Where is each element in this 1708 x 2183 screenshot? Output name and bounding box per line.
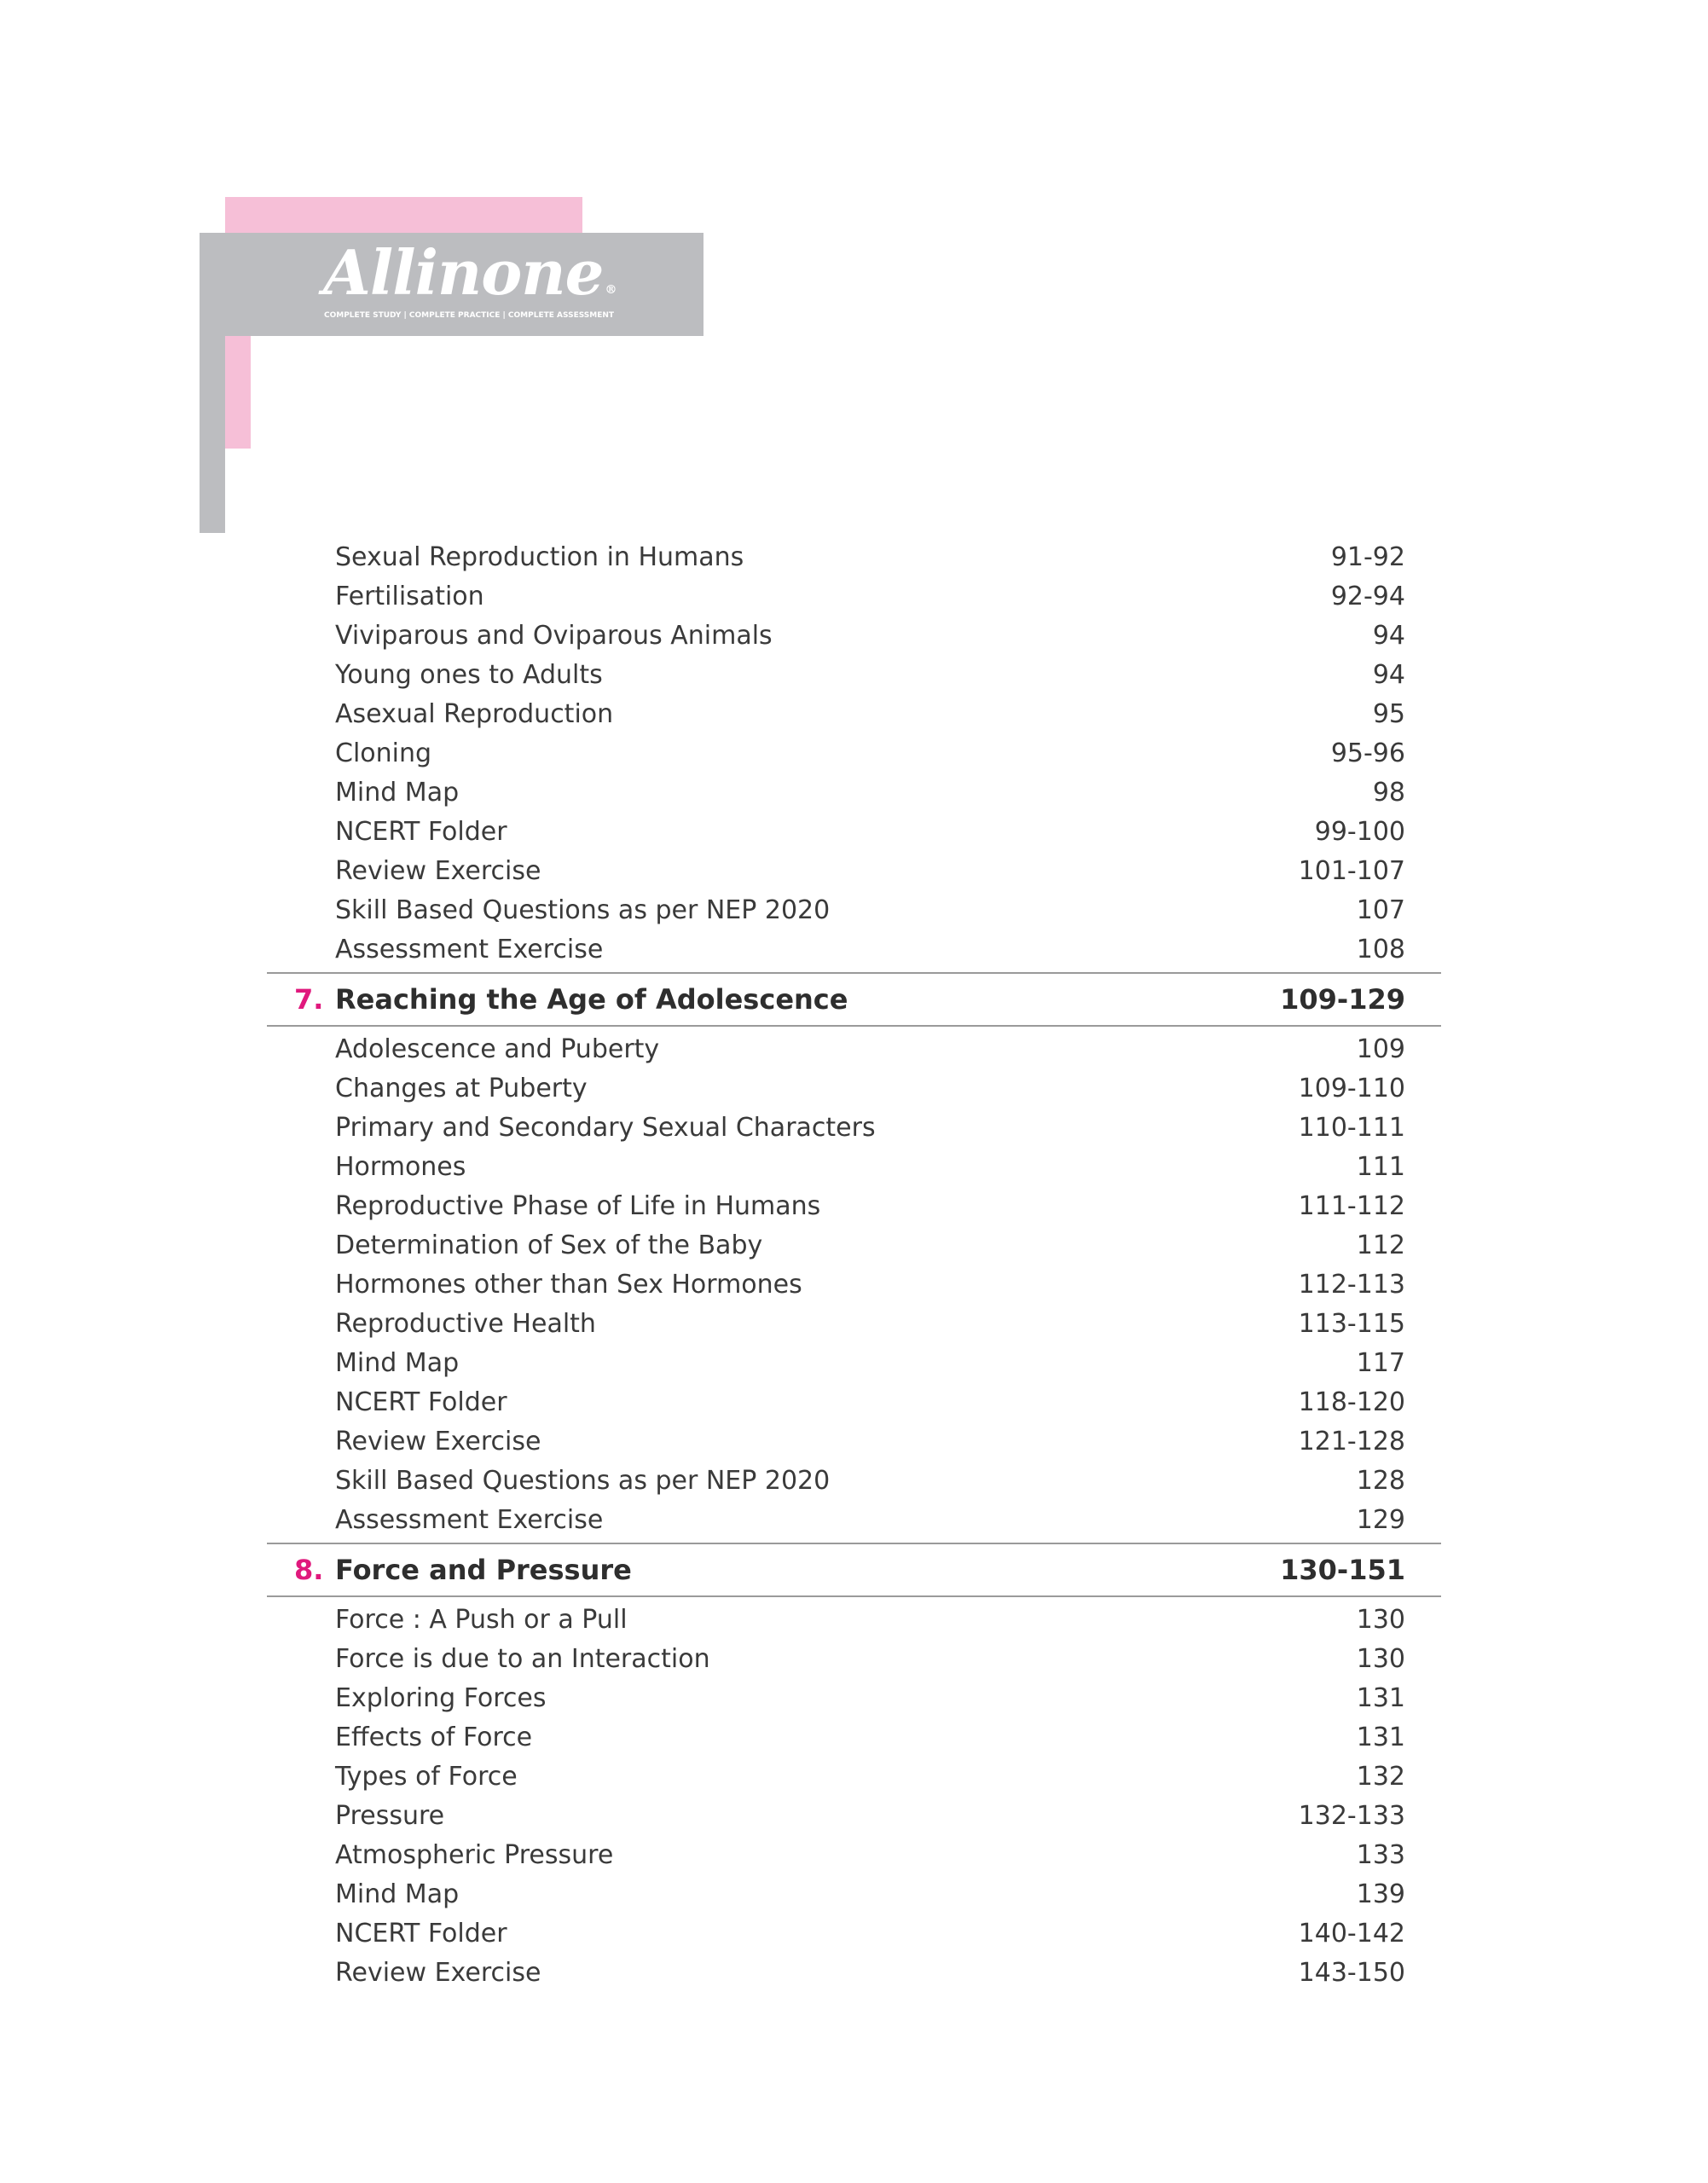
toc-entry-title: Types of Force: [335, 1762, 518, 1792]
toc-entry-pages: 109: [1356, 1034, 1405, 1064]
toc-entry-title: Assessment Exercise: [335, 935, 604, 964]
toc-entry-title: Determination of Sex of the Baby: [335, 1230, 763, 1260]
toc-entry: [267, 1640, 1441, 1679]
toc-entry-title: Review Exercise: [335, 1958, 541, 1988]
toc-entry: [267, 734, 1441, 773]
toc-entry-title: Cloning: [335, 738, 432, 768]
toc-entry: [267, 1069, 1441, 1109]
toc-entry-title: Force is due to an Interaction: [335, 1644, 710, 1674]
toc-entry: [267, 891, 1441, 930]
toc-entry: [267, 1422, 1441, 1462]
toc-entry-pages: 118-120: [1298, 1387, 1405, 1417]
toc-entry-title: Changes at Puberty: [335, 1074, 588, 1103]
toc-entry-pages: 98: [1372, 778, 1405, 808]
toc-entry-pages: 117: [1356, 1348, 1405, 1378]
brand-logo-text: Allinone: [323, 236, 604, 309]
toc-entry: [267, 1718, 1441, 1757]
toc-entry-title: Viviparous and Oviparous Animals: [335, 621, 773, 651]
toc-entry: [267, 617, 1441, 656]
decorative-pink-bar-top: [225, 197, 582, 235]
toc-entry: [267, 1679, 1441, 1718]
toc-entry-title: Mind Map: [335, 1879, 460, 1909]
toc-entry: [267, 1305, 1441, 1344]
chapter-title: Force and Pressure: [335, 1554, 632, 1586]
toc-entry: [267, 813, 1441, 852]
toc-entry: [267, 852, 1441, 891]
toc-entry: [267, 656, 1441, 695]
toc-entry-title: Review Exercise: [335, 1427, 541, 1456]
toc-entry-title: Atmospheric Pressure: [335, 1840, 614, 1870]
toc-entry-pages: 140-142: [1298, 1919, 1405, 1948]
toc-entry-pages: 112: [1356, 1230, 1405, 1260]
toc-entry-pages: 129: [1356, 1505, 1405, 1535]
logo-banner: [200, 233, 703, 336]
toc-entry-pages: 132: [1356, 1762, 1405, 1792]
toc-entry-title: Mind Map: [335, 778, 460, 808]
toc-entry-title: Reproductive Phase of Life in Humans: [335, 1191, 821, 1221]
toc-entry: [267, 1187, 1441, 1226]
toc-entry-title: Sexual Reproduction in Humans: [335, 542, 744, 572]
toc-entry-title: Pressure: [335, 1801, 445, 1831]
toc-entry-pages: 99-100: [1314, 817, 1405, 847]
toc-entry-title: Review Exercise: [335, 856, 541, 886]
toc-entry-title: Hormones other than Sex Hormones: [335, 1270, 802, 1300]
toc-entry: [267, 1601, 1441, 1640]
brand-tagline: COMPLETE STUDY | COMPLETE PRACTICE | COMPLETE ASSESSMENT: [324, 311, 615, 320]
table-of-contents: [267, 538, 1441, 1993]
toc-entry: [267, 1030, 1441, 1069]
chapter-pages: 130-151: [1280, 1554, 1405, 1586]
toc-entry-title: NCERT Folder: [335, 1387, 507, 1417]
toc-entry: [267, 1383, 1441, 1422]
toc-entry-title: NCERT Folder: [335, 817, 507, 847]
toc-entry: [267, 1226, 1441, 1265]
toc-entry: [267, 1344, 1441, 1383]
toc-entry: [267, 695, 1441, 734]
toc-entry-title: Mind Map: [335, 1348, 460, 1378]
toc-entry-pages: 139: [1356, 1879, 1405, 1909]
toc-entry-pages: 130: [1356, 1605, 1405, 1635]
toc-entry-pages: 121-128: [1298, 1427, 1405, 1456]
toc-entry-pages: 108: [1356, 935, 1405, 964]
toc-entry: [267, 577, 1441, 617]
toc-entry-title: Exploring Forces: [335, 1683, 547, 1713]
toc-entry-pages: 109-110: [1298, 1074, 1405, 1103]
chapter-title: Reaching the Age of Adolescence: [335, 983, 848, 1016]
toc-entry: [267, 538, 1441, 577]
toc-entry: [267, 1875, 1441, 1914]
toc-entry-pages: 131: [1356, 1723, 1405, 1752]
toc-entry-pages: 95-96: [1330, 738, 1405, 768]
toc-entry-title: NCERT Folder: [335, 1919, 507, 1948]
decorative-pink-bar-side: [225, 334, 251, 449]
toc-entry-title: Adolescence and Puberty: [335, 1034, 660, 1064]
registered-mark: ®: [605, 283, 617, 297]
chapter-number: 7.: [294, 983, 324, 1016]
chapter-pages: 109-129: [1280, 983, 1405, 1016]
toc-entry-pages: 130: [1356, 1644, 1405, 1674]
toc-entry-title: Reproductive Health: [335, 1309, 596, 1339]
toc-entry: [267, 773, 1441, 813]
toc-entry-title: Young ones to Adults: [335, 660, 603, 690]
toc-entry-pages: 128: [1356, 1466, 1405, 1496]
toc-entry-pages: 107: [1356, 895, 1405, 925]
toc-entry-pages: 111: [1356, 1152, 1405, 1182]
decorative-gray-bar-side: [200, 334, 225, 533]
chapter-number: 8.: [294, 1554, 324, 1586]
toc-entry-pages: 101-107: [1298, 856, 1405, 886]
chapter-heading: [267, 1543, 1441, 1597]
toc-entry-title: Asexual Reproduction: [335, 699, 614, 729]
toc-entry-pages: 112-113: [1298, 1270, 1405, 1300]
toc-entry-pages: 133: [1356, 1840, 1405, 1870]
toc-entry-title: Hormones: [335, 1152, 466, 1182]
toc-entry-title: Effects of Force: [335, 1723, 533, 1752]
toc-entry-title: Force : A Push or a Pull: [335, 1605, 628, 1635]
toc-entry-title: Primary and Secondary Sexual Characters: [335, 1113, 876, 1143]
toc-entry-title: Assessment Exercise: [335, 1505, 604, 1535]
toc-entry: [267, 1265, 1441, 1305]
toc-entry: [267, 1109, 1441, 1148]
toc-entry-pages: 95: [1372, 699, 1405, 729]
toc-entry-title: Fertilisation: [335, 582, 484, 611]
brand-logo: [323, 237, 616, 309]
toc-entry: [267, 1836, 1441, 1875]
toc-entry-pages: 113-115: [1298, 1309, 1405, 1339]
toc-entry: [267, 1148, 1441, 1187]
toc-entry: [267, 1954, 1441, 1993]
toc-entry: [267, 930, 1441, 970]
toc-entry-pages: 94: [1372, 660, 1405, 690]
toc-entry-title: Skill Based Questions as per NEP 2020: [335, 895, 831, 925]
toc-entry: [267, 1462, 1441, 1501]
toc-entry-pages: 131: [1356, 1683, 1405, 1713]
toc-entry-pages: 92-94: [1330, 582, 1405, 611]
chapter-heading: [267, 972, 1441, 1027]
toc-entry: [267, 1914, 1441, 1954]
toc-entry-pages: 110-111: [1298, 1113, 1405, 1143]
toc-entry: [267, 1757, 1441, 1797]
toc-entry-pages: 94: [1372, 621, 1405, 651]
toc-entry-pages: 143-150: [1298, 1958, 1405, 1988]
toc-entry: [267, 1501, 1441, 1540]
toc-entry-pages: 111-112: [1298, 1191, 1405, 1221]
toc-entry-pages: 132-133: [1298, 1801, 1405, 1831]
toc-entry-pages: 91-92: [1330, 542, 1405, 572]
toc-entry: [267, 1797, 1441, 1836]
toc-entry-title: Skill Based Questions as per NEP 2020: [335, 1466, 831, 1496]
